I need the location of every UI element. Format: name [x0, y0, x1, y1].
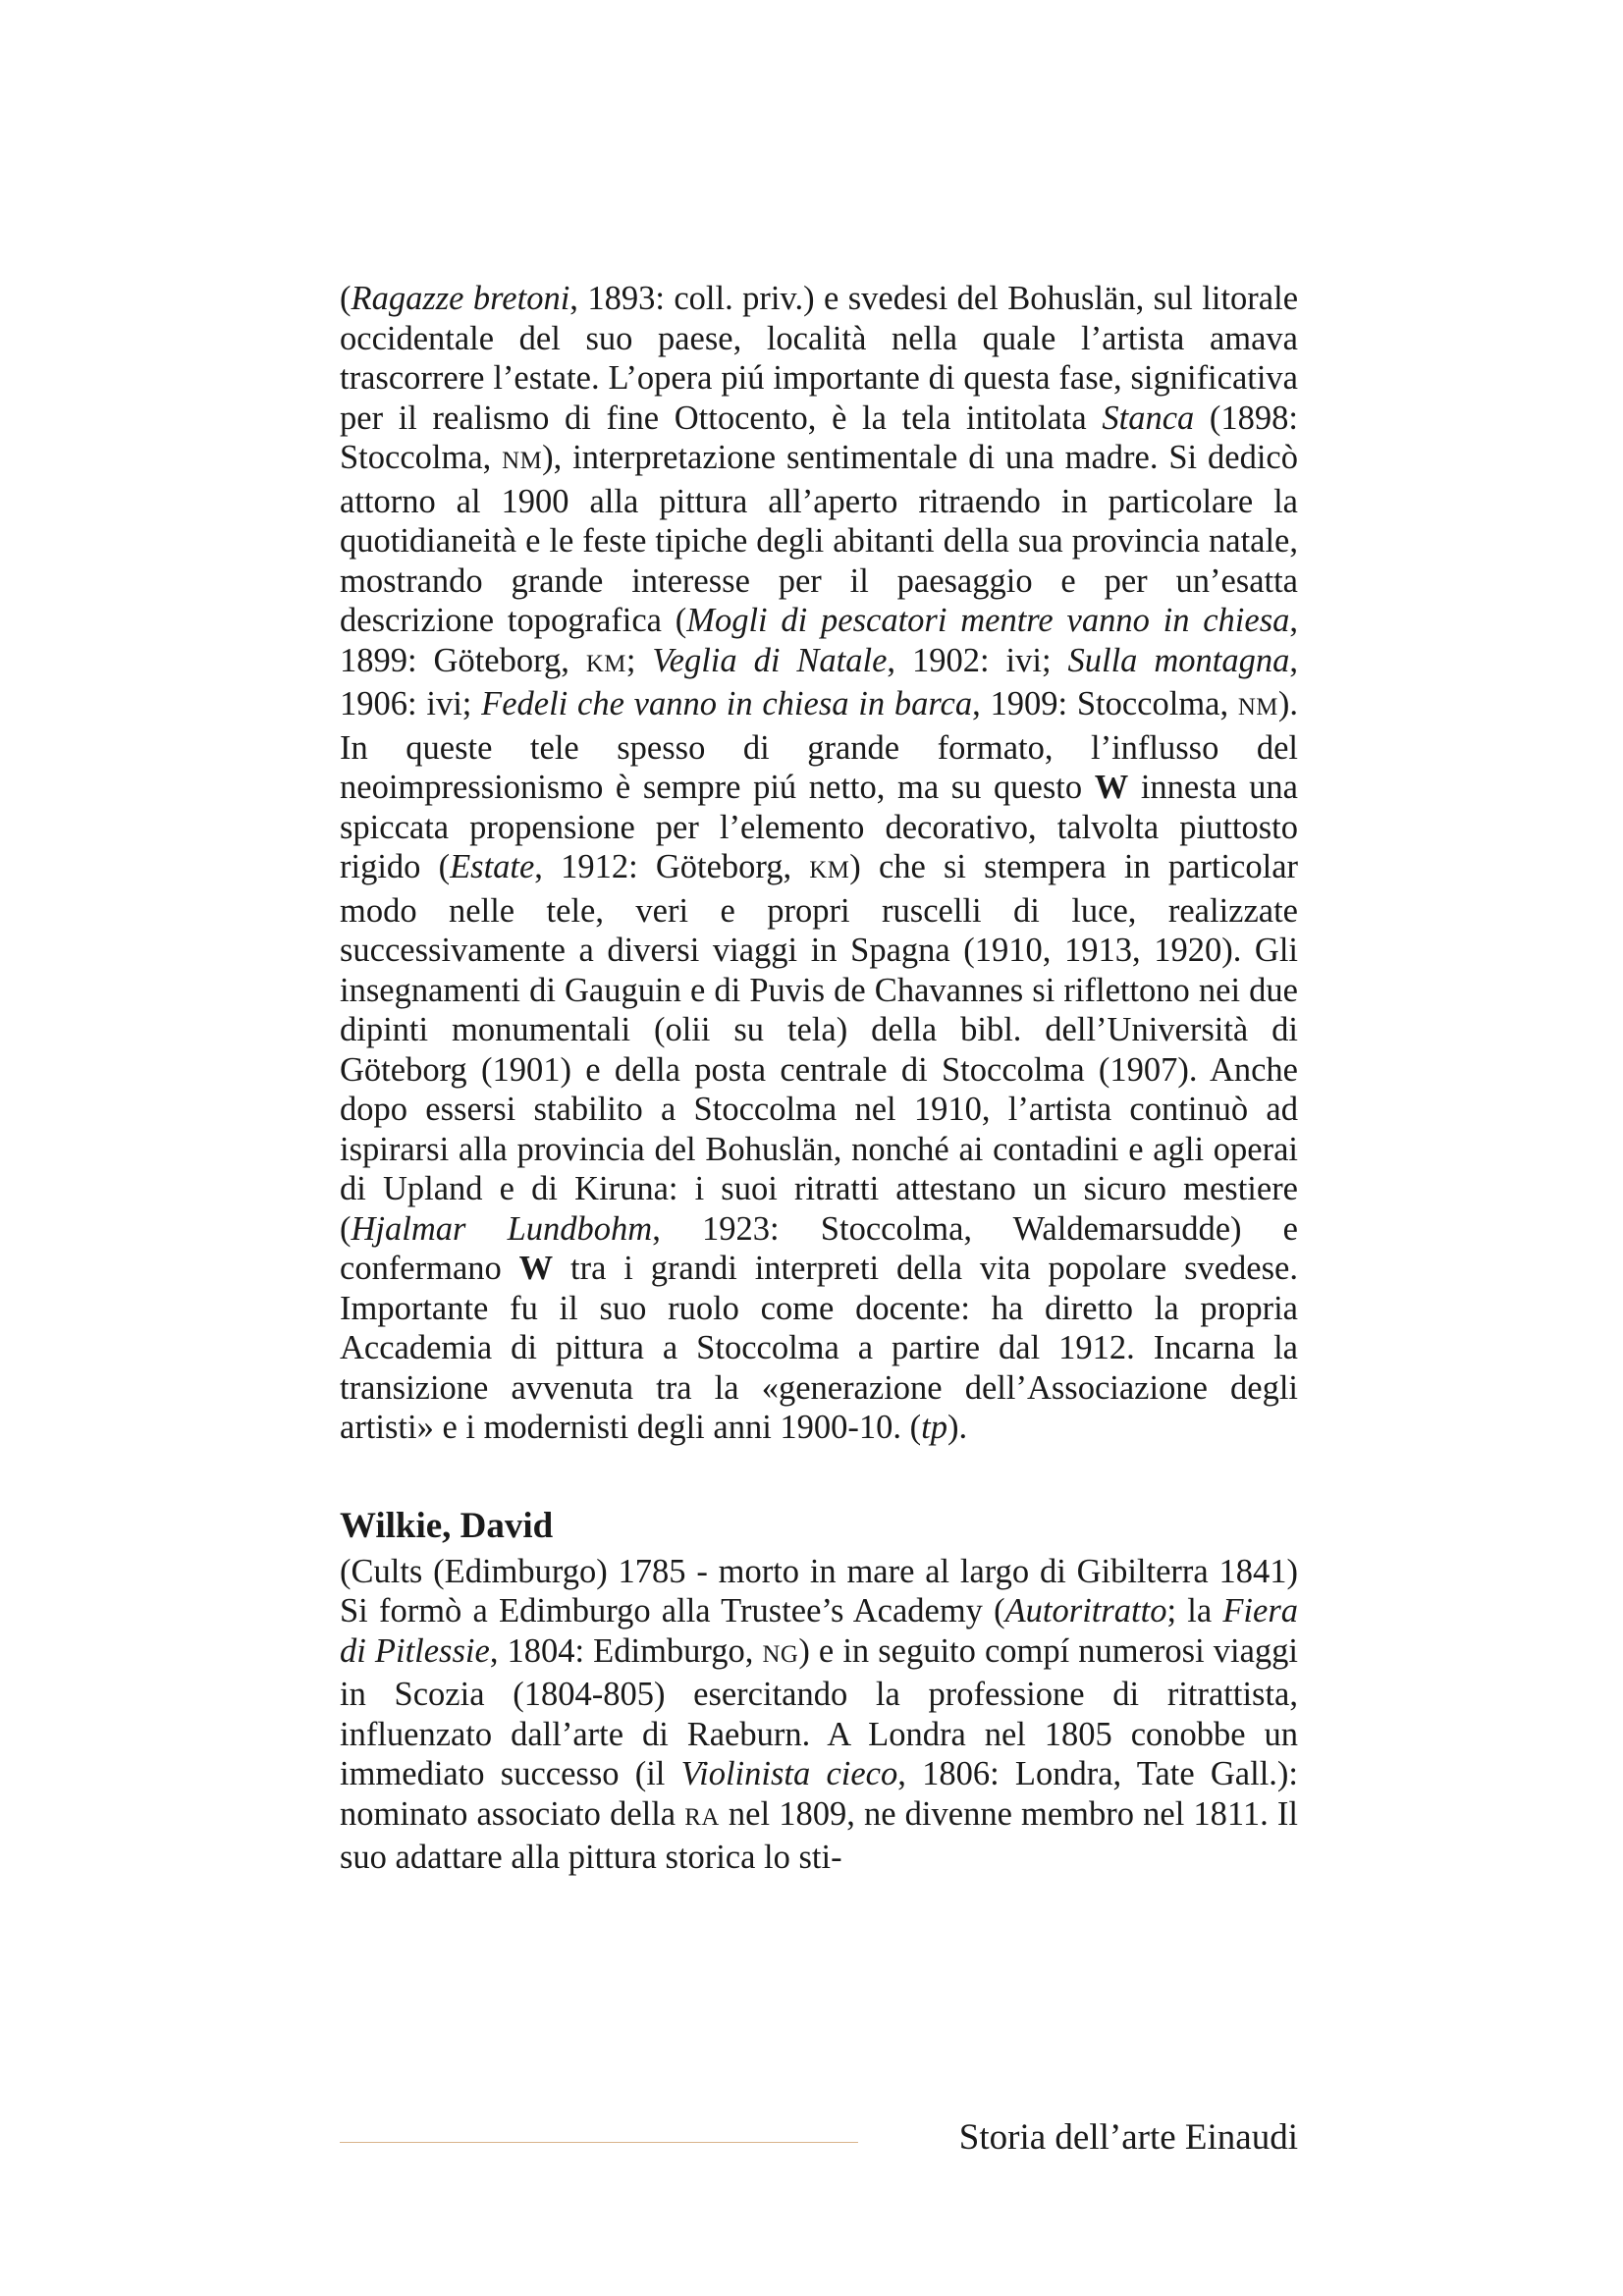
text-run: (1898: Stoccolma,	[340, 399, 1298, 476]
entry-continued-paragraph	[340, 279, 1298, 1448]
text-run: (	[340, 280, 352, 317]
smallcaps-run: NM	[502, 448, 543, 474]
italic-run: Stanca	[1102, 399, 1195, 437]
text-run: ), interpretazione sentimentale di una madre. Si dedicò attorno al 1900 alla pittura all’aperto ritraendo in particolare la quotidianeità e le feste tipiche degli abitanti della sua provincia natale, mostrando grande interesse per il paesaggio e per un’esatta descrizione topografica (	[340, 439, 1298, 639]
text-run: nel 1809, ne divenne membro nel 1811. Il suo adattare alla pittura storica lo sti-	[340, 1794, 1298, 1876]
text-run: (Cults (Edimburgo) 1785 - morto in mare al largo di Gibilterra 1841) Si formò a Edimburgo alla Trustee’s Academy (	[340, 1552, 1298, 1629]
footer-rule	[340, 2142, 858, 2143]
entry-new-paragraph	[340, 1552, 1298, 1878]
text-run: , 1899: Göteborg,	[340, 602, 1298, 679]
footer-label: Storia dell’arte Einaudi	[958, 2117, 1298, 2158]
text-run: tra i grandi interpreti della vita popolare svedese. Importante fu il suo ruolo come docente: ha diretto la propria Accademia di pittura a Stoccolma a partire dal 1912. Incarna la transizione avvenuta tra la «generazione dell’Associazione degli artisti» e i modernisti degli anni 1900-10. (	[340, 1250, 1298, 1446]
italic-run: Violinista cieco	[680, 1755, 898, 1792]
bold-run: W	[1094, 769, 1129, 806]
text-run: ;	[625, 641, 653, 679]
text-run: innesta una spiccata propensione per l’elemento decorativo, talvolta piuttosto rigido (	[340, 769, 1298, 885]
text-run: , 1804: Edimburgo,	[489, 1631, 763, 1670]
italic-run: Mogli di pescatori mentre vanno in chiesa	[686, 602, 1290, 639]
text-column	[340, 279, 1298, 1878]
text-run: , 1806: Londra, Tate Gall.): nominato associato della	[340, 1755, 1298, 1833]
italic-run: Ragazze bretoni	[351, 280, 570, 317]
italic-run: Hjalmar Lundbohm	[351, 1209, 653, 1248]
italic-run: Fiera di Pitlessie	[340, 1592, 1299, 1670]
entry-title: Wilkie, David	[340, 1505, 554, 1546]
smallcaps-run: NM	[1237, 694, 1278, 721]
text-run: , 1923: Stoccolma, Waldemarsudde) e confermano	[340, 1209, 1298, 1287]
bold-run: W	[518, 1250, 554, 1287]
smallcaps-run: NG	[762, 1640, 799, 1668]
italic-run: Fedeli che vanno in chiesa in barca	[481, 685, 973, 722]
text-run: ). In queste tele spesso di grande formato, l’influsso del neoimpressionismo è sempre piú netto, ma su questo	[340, 685, 1298, 806]
text-run: , 1912: Göteborg,	[534, 848, 810, 885]
italic-run: tp	[921, 1409, 947, 1446]
smallcaps-run: KM	[809, 857, 850, 883]
text-run: , 1902: ivi;	[887, 641, 1068, 679]
italic-run: Estate	[450, 848, 535, 885]
italic-run: Veglia di Natale	[652, 641, 888, 679]
text-run: , 1893: coll. priv.) e svedesi del Bohuslän, sul litorale occidentale del suo paese, località nella quale l’artista amava trascorrere l’estate. L’opera piú importante di questa fase, significativa per il realismo di fine Ottocento, è la tela intitolata	[340, 280, 1299, 437]
text-run: ) che si stempera in particolar modo nelle tele, veri e propri ruscelli di luce, realizzate successivamente a diversi viaggi in Spagna (1910, 1913, 1920). Gli insegnamenti di Gauguin e di Puvis de Chavannes si riflettono nei due dipinti monumentali (olii su tela) della bibl. dell’Università di Göteborg (1901) e della posta centrale di Stoccolma (1907). Anche dopo essersi stabilito a Stoccolma nel 1910, l’artista continuò ad ispirarsi alla provincia del Bohuslän, nonché ai contadini e agli operai di Upland e di Kiruna: i suoi ritratti attestano un sicuro mestiere (	[340, 848, 1299, 1248]
smallcaps-run: KM	[585, 650, 626, 677]
text-run: ).	[947, 1409, 968, 1446]
text-run: ) e in seguito compí numerosi viaggi in Scozia (1804-805) esercitando la professione di ritrattista, influenzato dall’arte di Raeburn. A Londra nel 1805 conobbe un immediato successo (il	[340, 1631, 1298, 1792]
text-run: , 1909: Stoccolma,	[972, 685, 1238, 722]
italic-run: Sulla montagna	[1067, 641, 1290, 679]
text-run: , 1906: ivi;	[340, 641, 1299, 722]
text-run: ; la	[1166, 1592, 1223, 1629]
smallcaps-run: RA	[684, 1803, 720, 1831]
page-footer	[340, 2114, 1298, 2163]
italic-run: Autoritratto	[1004, 1592, 1167, 1629]
